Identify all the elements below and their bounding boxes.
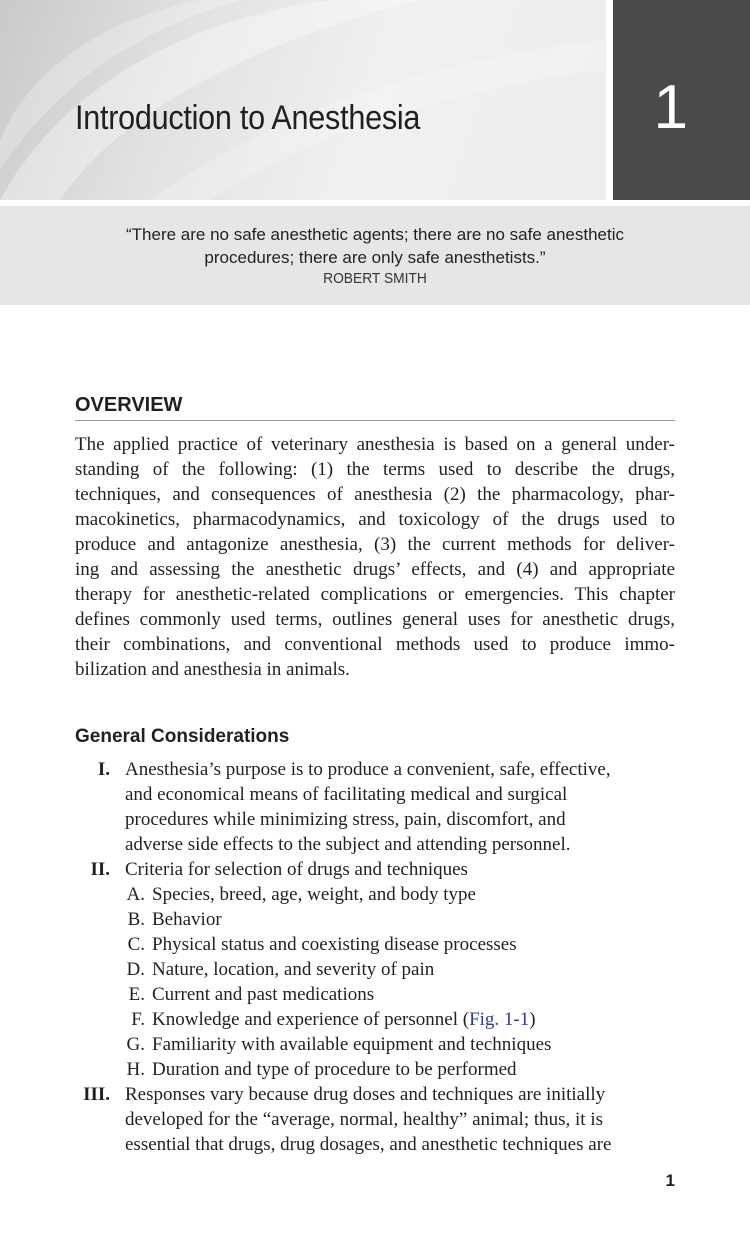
outline-text: Criteria for selection of drugs and techniques: [125, 859, 468, 880]
paragraph-line: produce and antagonize anesthesia, (3) the current methods for deliver-: [75, 534, 675, 555]
paragraph-line: macokinetics, pharmacodynamics, and toxicology of the drugs used to: [75, 509, 675, 530]
paragraph-line: The applied practice of veterinary anesthesia is based on a general under-: [75, 434, 675, 455]
outline-number: I.: [97, 759, 110, 780]
subitem-text: Physical status and coexisting disease processes: [152, 934, 517, 955]
subitem-letter: F.: [131, 1009, 145, 1030]
outline-number: III.: [83, 1084, 110, 1105]
subitem-text: Nature, location, and severity of pain: [152, 959, 435, 980]
subitem-letter: C.: [127, 934, 145, 955]
heading-rule: [75, 420, 675, 421]
chapter-header: [0, 0, 750, 200]
paragraph-line: bilization and anesthesia in animals.: [75, 659, 350, 680]
outline-text: adverse side effects to the subject and attending personnel.: [125, 834, 571, 855]
outline-text: Responses vary because drug doses and techniques are initially: [125, 1084, 606, 1105]
subitem-letter: D.: [126, 959, 145, 980]
outline-text: essential that drugs, drug dosages, and anesthetic techniques are: [125, 1134, 612, 1155]
quote-line: “There are no safe anesthetic agents; there are no safe anesthetic: [125, 225, 625, 244]
outline-text: Anesthesia’s purpose is to produce a convenient, safe, effective,: [125, 759, 611, 780]
subitem-text: Duration and type of procedure to be performed: [152, 1059, 517, 1080]
subitem-text-main: Knowledge and experience of personnel (: [152, 1009, 470, 1030]
paragraph-line: techniques, and consequences of anesthesia (2) the pharmacology, phar-: [75, 484, 675, 505]
chapter-number: 1: [653, 73, 688, 142]
subitem-text: Current and past medications: [152, 984, 375, 1005]
epigraph-quote: [75, 223, 675, 269]
epigraph: [0, 206, 750, 305]
subitem-text-close: ): [529, 1009, 536, 1030]
subitem-letter: G.: [126, 1034, 145, 1055]
outline-text: procedures while minimizing stress, pain, discomfort, and: [125, 809, 566, 830]
general-considerations-heading: General Considerations: [75, 726, 290, 747]
chapter-title-band: [0, 0, 606, 200]
paragraph-line: therapy for anesthetic-related complications or emergencies. This chapter: [75, 584, 675, 605]
paragraph-line: standing of the following: (1) the terms used to describe the drugs,: [75, 459, 675, 480]
epigraph-author: ROBERT SMITH: [323, 270, 427, 287]
subitem-letter: H.: [126, 1059, 145, 1080]
chapter-title: Introduction to Anesthesia: [75, 99, 421, 137]
outline-text: and economical means of facilitating medical and surgical: [125, 784, 568, 805]
overview-paragraph: [75, 432, 675, 682]
subitem-text: Familiarity with available equipment and techniques: [152, 1034, 552, 1055]
subitem-letter: A.: [126, 884, 145, 905]
subitem-letter: E.: [128, 984, 145, 1005]
subitem-text: Species, breed, age, weight, and body type: [152, 884, 476, 905]
page-number: 1: [665, 1171, 675, 1190]
outline-text: developed for the “average, normal, healthy” animal; thus, it is: [125, 1109, 603, 1130]
paragraph-line: ing and assessing the anesthetic drugs’ effects, and (4) and appropriate: [75, 559, 675, 580]
paragraph-line: defines commonly used terms, outlines general uses for anesthetic drugs,: [75, 609, 675, 630]
paragraph-line: their combinations, and conventional methods used to produce immo-: [75, 634, 675, 655]
subitem-text: [152, 1007, 536, 1032]
subitem-letter: B.: [127, 909, 145, 930]
figure-link[interactable]: Fig. 1-1: [469, 1009, 530, 1030]
overview-heading: OVERVIEW: [75, 394, 183, 416]
quote-line: procedures; there are only safe anesthetists.”: [204, 248, 546, 267]
chapter-number-box: [613, 0, 750, 200]
subitem-text: Behavior: [152, 909, 222, 930]
outline-number: II.: [90, 859, 110, 880]
